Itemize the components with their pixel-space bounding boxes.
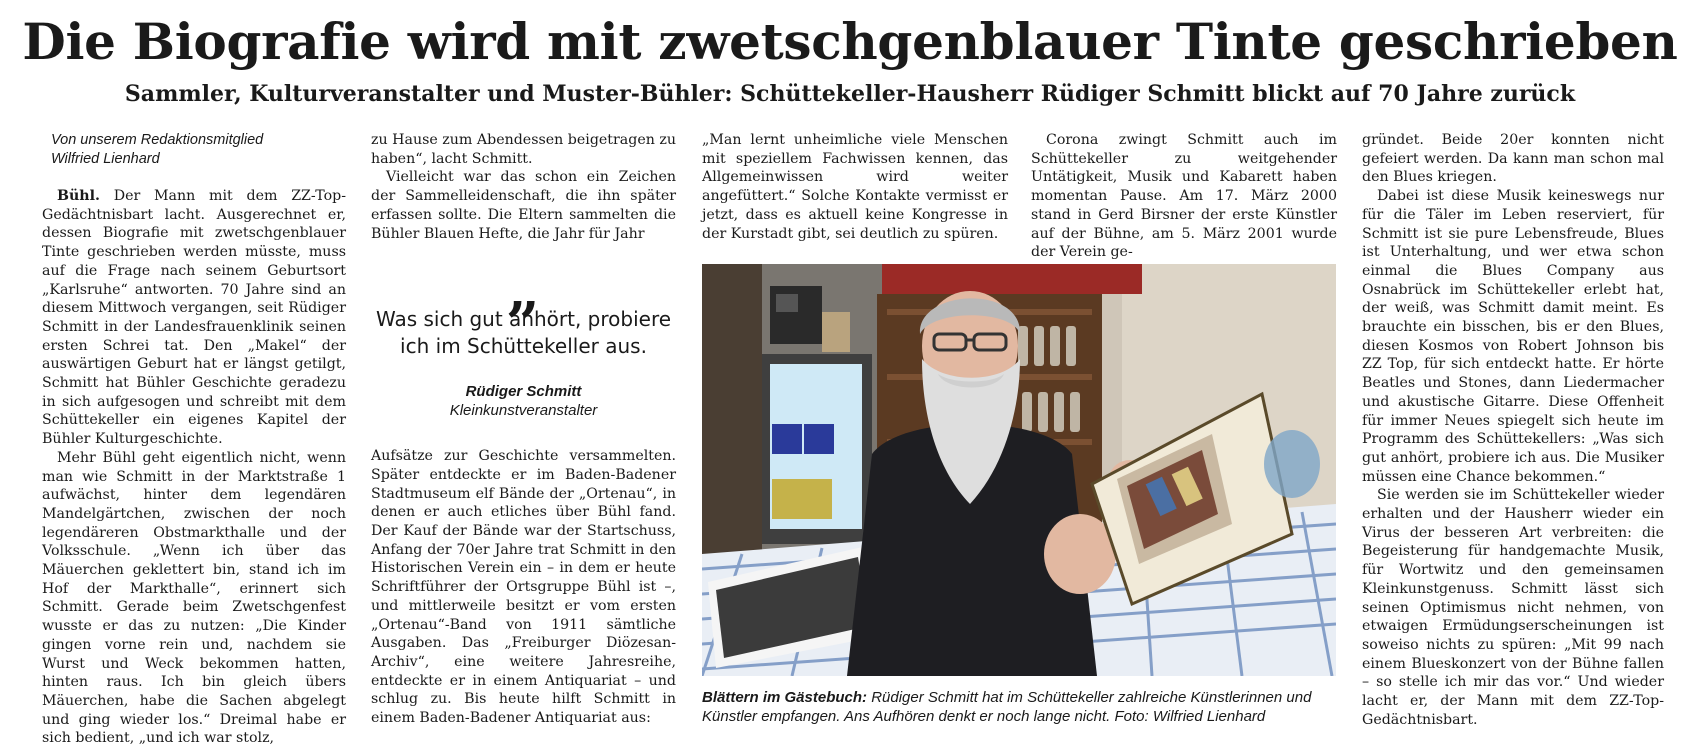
- article-paragraph: gründet. Beide 20er konnten nicht gefeiert werden. Da kann man schon mal den Blues kriegen.: [1362, 132, 1664, 186]
- article-column-4: [1031, 131, 1337, 262]
- article-paragraph: „Man lernt unheimliche viele Menschen mit speziellem Fachwissen kennen, das Allgemeinwissen wird weiter angefüttert.“ Solche Kontakte vermisst er jetzt, dass es aktuell keine Kongresse in der Kurstadt gibt, sei deutlich zu spüren.: [702, 132, 1008, 242]
- article-paragraph: Vielleicht war das schon ein Zeichen der Sammelleidenschaft, die ihn später erfassen sollte. Die Eltern sammelten die Bühler Blauen Hefte, die Jahr für Jahr: [371, 169, 676, 242]
- byline-author: Wilfried Lienhard: [51, 151, 160, 167]
- article-column-5: [1362, 131, 1664, 730]
- caption-lead: Blättern im Gästebuch:: [702, 689, 868, 706]
- article-paragraph: Aufsätze zur Geschichte versammelten. Später entdeckte er im Baden-Badener Stadtmuseum elf Bände der „Ortenau“, in denen er auch etliches über Bühl fand. Der Kauf der Bände war der Startschuss, Anfang der 70er Jahre trat Schmitt in den Historischen Verein ein – in dem er heute Schriftführer der Ortsgruppe Bühl ist –, und mittlerweile besitzt er vom ersten „Ortenau“-Band von 1911 sämtliche Ausgaben. Das „Freiburger Diözesan-Archiv“, eine weitere Jahresreihe, entdeckte er in einem Antiquariat – und schlug zu. Bis heute hilft Schmitt in einem Baden-Badener Antiquariat aus:: [371, 448, 676, 727]
- article-photo: [702, 264, 1336, 676]
- quote-mark-icon: „: [506, 256, 541, 325]
- article-paragraph: Sie werden sie im Schüttekeller wieder erhalten und der Hausherr wieder ein Virus der besseren Art verbreiten: die Begeisterung für handgemachte Musik, für Wortwitz und den gemeinsamen Kleinkunstgenuss. Schmitt lässt sich seinen Optimismus nicht nehmen, von etwaigen Ermüdungserscheinungen ist soweiso nichts zu spüren: „Mit 99 nach einem Blueskonzert von der Bühne fallen – so stelle ich mir das vor.“ Und wieder lacht er, der Mann mit dem ZZ-Top-Gedächtnisbart.: [1362, 487, 1664, 728]
- article-paragraph: Corona zwingt Schmitt auch im Schüttekeller zu weitgehender Untätigkeit, Musik und Kabarett haben momentan Pause. Am 17. März 2000 stand in Gerd Birsner der erste Künstler auf der Bühne, am 5. März 2001 wurde der Verein ge-: [1031, 132, 1337, 261]
- dateline: Bühl.: [57, 188, 100, 204]
- article-paragraph: [42, 187, 346, 449]
- pull-quote-author: Rüdiger Schmitt: [465, 383, 582, 401]
- article-column-2: [371, 131, 676, 728]
- pull-quote-role: Kleinkunstveranstalter: [449, 402, 598, 420]
- article-paragraph: Dabei ist diese Musik keineswegs nur für die Täler im Leben reserviert, für Schmitt ist sie pure Lebensfreude, Blues ist Unterhaltung, und wer etwa schon einmal die Blues Company aus Osnabrück im Schüttekeller erlebt hat, der weiß, was Schmitt damit meint. Es brauchte ein bisschen, bis er den Blues, diesen Kosmos von Robert Johnson bis ZZ Top, für sich entdeckt hatte. Er hörte Beatles und Stones, dann Liedermacher und akustische Gitarre. Diese Offenheit für immer Neues spiegelt sich heute im Programm des Schüttekellers: „Was sich gut anhört, probiere ich aus. Die Musiker müssen eine Chance bekommen.“: [1362, 188, 1664, 485]
- caption-text: Rüdiger Schmitt hat im Schüttekeller zahlreiche Künstlerinnen und Künstler empfangen. Ans Aufhören denkt er noch lange nicht. Foto: Wilfried Lienhard: [702, 689, 1312, 725]
- subheadline: Sammler, Kulturveranstalter und Muster-Bühler: Schüttekeller-Hausherr Rüdiger Schmitt blickt auf 70 Jahre zurück: [124, 81, 1576, 107]
- headline: Die Biografie wird mit zwetschgenblauer Tinte geschrieben: [22, 12, 1678, 71]
- article-paragraph: zu Hause zum Abendessen beigetragen zu haben“, lacht Schmitt.: [371, 132, 676, 167]
- article-column-1: [42, 131, 346, 748]
- pull-quote-text: Was sich gut anhört, probiere ich im Schüttekeller aus.: [375, 307, 672, 359]
- article-column-3: [702, 131, 1008, 243]
- byline: [51, 131, 346, 169]
- photo-illustration: [702, 264, 1336, 676]
- pull-quote: [371, 256, 676, 420]
- article-paragraph: Mehr Bühl geht eigentlich nicht, wenn man wie Schmitt in der Marktstraße 1 aufwächst, hinter dem legendären Mandelgärtchen, zwischen der noch legendäreren Obstmarkthalle und der Volksschule. „Wenn ich über das Mäuerchen geklettert bin, stand ich im Hof der Markthalle“, erinnert sich Schmitt. Gerade beim Zwetschgenfest wusste er das zu nutzen: „Die Kinder gingen vorne rein und, nachdem sie Wurst und Weck bekommen hatten, hinten raus. Ich bin gleich übers Mäuerchen, habe die Sachen abgelegt und ging wieder los.“ Dreimal habe er sich bedient, „und ich war stolz,: [42, 449, 346, 747]
- paragraph-text: Der Mann mit dem ZZ-Top-Gedächtnisbart lacht. Ausgerechnet er, dessen Biografie mit zwetschgenblauer Tinte geschrieben werden müsste, muss auf die Frage nach seinem Geburtsort „Karlsruhe“ antworten. 70 Jahre sind an diesem Mittwoch vergangen, seit Rüdiger Schmitt in der Landesfrauenklinik seinen ersten Schrei tat. Den „Makel“ der auswärtigen Geburt hat er längst getilgt, Schmitt hat Bühler Geschichte geradezu in sich aufgesogen und schreibt mit dem Schüttekeller ein eigenes Kapitel der Bühler Kulturgeschichte.: [42, 188, 346, 448]
- photo-caption: [702, 688, 1338, 726]
- byline-line-1: Von unserem Redaktionsmitglied: [51, 132, 264, 148]
